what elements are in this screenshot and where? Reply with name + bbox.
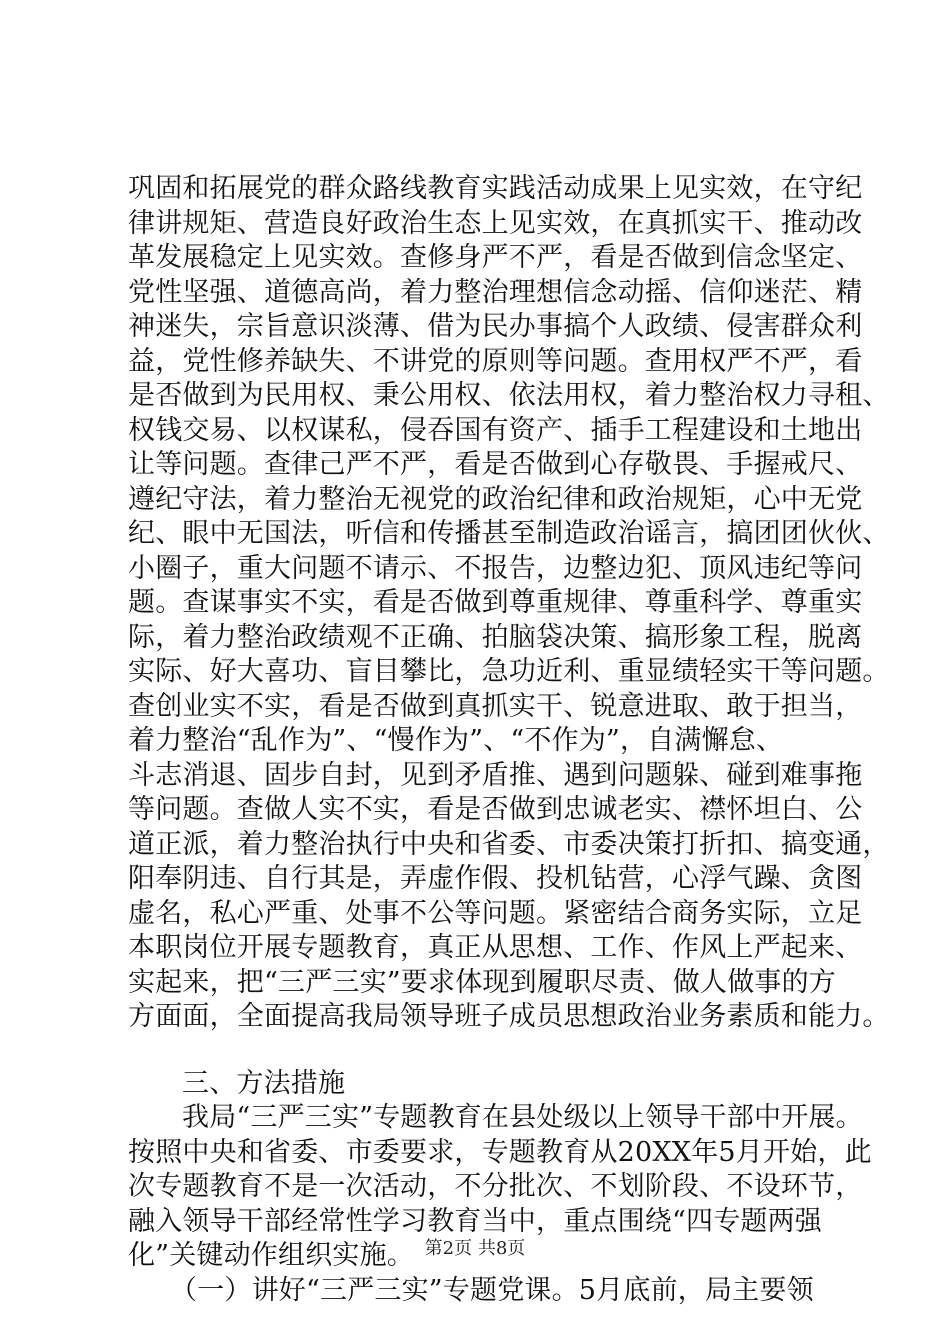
text-line: 按照中央和省委、市委要求，专题教育从20XX年5月开始，此 <box>128 1136 872 1168</box>
text-line: 神迷失，宗旨意识淡薄、借为民办事搞个人政绩、侵害群众利 <box>128 311 863 342</box>
text-line: 化”关键动作组织实施。 <box>128 1240 415 1271</box>
text-line: 道正派，着力整治执行中央和省委、市委决策打折扣、搞变通， <box>128 828 890 860</box>
page-number-footer: 第2页 共8页 <box>424 1238 526 1259</box>
text-line: 实际、好大喜功、盲目攀比，急功近利、重显绩轻实干等问题。 <box>128 656 890 687</box>
text-line: 本职岗位开展专题教育，真正从思想、工作、作风上严起来、 <box>128 932 863 963</box>
text-line: 权钱交易、以权谋私，侵吞国有资产、插手工程建设和土地出 <box>128 414 863 446</box>
text-line: 小圈子，重大问题不请示、不报告，边整边犯、顶风违纪等问 <box>128 552 863 584</box>
text-line: 等问题。查做人实不实，看是否做到忠诚老实、襟怀坦白、公 <box>128 794 863 825</box>
document-body <box>128 172 890 1308</box>
text-line: 是否做到为民用权、秉公用权、依法用权，着力整治权力寻租、 <box>128 380 890 411</box>
text-line: 实起来，把“三严三实”要求体现到履职尽责、做人做事的方 <box>128 966 837 998</box>
subsection-line: （一）讲好“三严三实”专题党课。5月底前，局主要领 <box>170 1274 814 1306</box>
text-line: 方面面，全面提高我局领导班子成员思想政治业务素质和能力。 <box>128 1001 890 1032</box>
text-line: 题。查谋事实不实，看是否做到尊重规律、尊重科学、尊重实 <box>128 587 863 618</box>
text-line: 纪、眼中无国法，听信和传播甚至制造政治谣言，搞团团伙伙、 <box>128 518 890 549</box>
text-line: 斗志消退、固步自封，见到矛盾推、遇到问题躲、碰到难事拖 <box>128 759 863 791</box>
text-line: 遵纪守法，着力整治无视党的政治纪律和政治规矩，心中无党 <box>128 483 863 515</box>
text-line: 着力整治“乱作为”、“慢作为”、“不作为”，自满懈怠、 <box>128 725 784 756</box>
paragraph-1 <box>128 172 890 1035</box>
text-line: 阳奉阴违、自行其是，弄虚作假、投机钻营，心浮气躁、贪图 <box>128 863 863 894</box>
text-line: 次专题教育不是一次活动，不分批次、不划阶段、不设环节， <box>128 1171 863 1202</box>
text-line: 巩固和拓展党的群众路线教育实践活动成果上见实效，在守纪 <box>128 173 863 204</box>
text-line: 我局“三严三实”专题教育在县处级以上领导干部中开展。 <box>182 1102 863 1133</box>
text-line: 际，着力整治政绩观不正确、拍脑袋决策、搞形象工程，脱离 <box>128 621 863 653</box>
section-heading: 三、方法措施 <box>182 1067 346 1099</box>
text-line: 党性坚强、道德高尚，着力整治理想信念动摇、信仰迷茫、精 <box>128 276 863 308</box>
text-line: 虚名，私心严重、处事不公等问题。紧密结合商务实际，立足 <box>128 897 863 929</box>
paragraph-gap <box>128 1035 868 1067</box>
text-line: 益，党性修养缺失、不讲党的原则等问题。查用权严不严，看 <box>128 345 863 377</box>
text-line: 融入领导干部经常性学习教育当中，重点围绕“四专题两强 <box>128 1205 823 1237</box>
text-line: 让等问题。查律己严不严，看是否做到心存敬畏、手握戒尺、 <box>128 449 863 480</box>
text-line: 查创业实不实，看是否做到真抓实干、锐意进取、敢于担当， <box>128 690 863 722</box>
text-line: 革发展稳定上见实效。查修身严不严，看是否做到信念坚定、 <box>128 242 863 273</box>
text-line: 律讲规矩、营造良好政治生态上见实效，在真抓实干、推动改 <box>128 207 863 239</box>
